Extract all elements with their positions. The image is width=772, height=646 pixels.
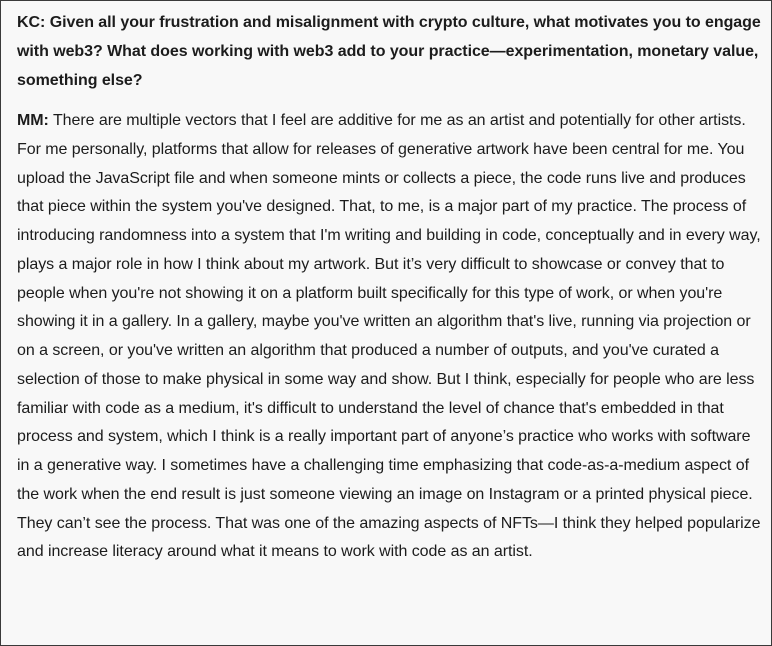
interview-answer bbox=[17, 107, 761, 567]
interview-question bbox=[17, 8, 761, 95]
answer-text: There are multiple vectors that I feel are additive for me as an artist and potentially for other artists. For me personally, platforms that allow for releases of generative artwork have been central for me. You upload the JavaScript file and when someone mints or collects a piece, the code runs live and produces that piece within the system you've designed. That, to me, is a major part of my practice. The process of introducing randomness into a system that I'm writing and building in code, conceptually and in every way, plays a major role in how I think about my artwork. But it’s very difficult to showcase or convey that to people when you're not showing it on a platform built specifically for this type of work, or when you're showing it in a gallery. In a gallery, maybe you've written an algorithm that's live, running via projection or on a screen, or you've written an algorithm that produced a number of outputs, and you've curated a selection of those to make physical in some way and show. But I think, especially for people who are less familiar with code as a medium, it's difficult to understand the level of chance that's embedded in that process and system, which I think is a really important part of anyone’s practice who works with software in a generative way. I sometimes have a challenging time emphasizing that code-as-a-medium aspect of the work when the end result is just someone viewing an image on Instagram or a printed physical piece. They can’t see the process. That was one of the amazing aspects of NFTs—I think they helped popularize and increase literacy around what it means to work with code as an artist. bbox=[17, 112, 761, 561]
answer-speaker: MM: bbox=[17, 112, 49, 129]
question-text: Given all your frustration and misalignment with crypto culture, what motivates you to engage with web3? What does working with web3 add to your practice—experimentation, monetary value, something else? bbox=[17, 14, 761, 89]
question-speaker: KC: bbox=[17, 14, 46, 31]
